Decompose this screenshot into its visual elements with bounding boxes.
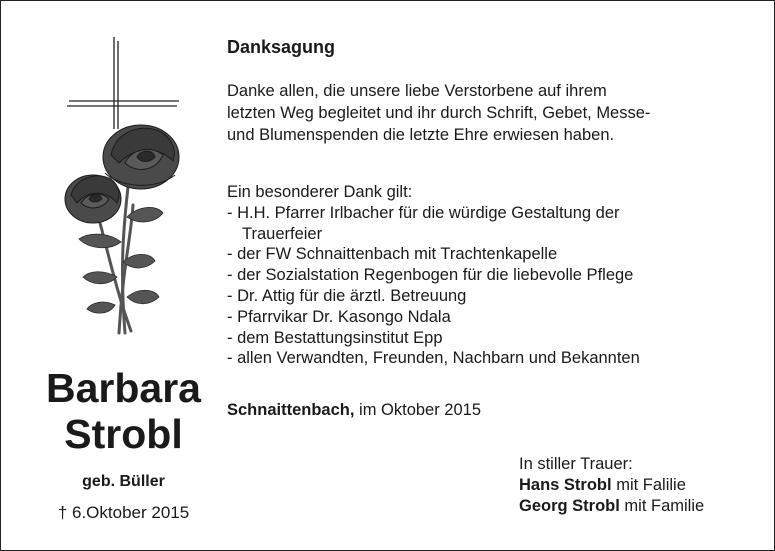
thanks-item: - der Sozialstation Regenbogen für die liebevolle Pflege	[227, 266, 634, 285]
thanks-item: - Dr. Attig für die ärztl. Betreuung	[227, 286, 467, 305]
thanks-section	[227, 182, 757, 369]
thanks-intro: Ein besonderer Dank gilt:	[227, 183, 413, 201]
place-date	[227, 401, 481, 420]
thanks-item: - Pfarrvikar Dr. Kasongo Ndala	[227, 307, 451, 326]
death-date: † 6.Oktober 2015	[57, 503, 190, 522]
mourner-suffix: mit Falilie	[611, 475, 686, 494]
birth-name: geb. Büller	[82, 473, 165, 490]
intro-line: letzten Weg begleitet und ihr durch Schrift, Gebet, Messe-	[227, 104, 651, 122]
thanks-list	[227, 203, 757, 369]
intro-paragraph	[227, 80, 757, 146]
town: Schnaittenbach,	[227, 401, 355, 419]
thanks-item: - dem Bestattungsinstitut Epp	[227, 328, 443, 347]
thanks-item: - H.H. Pfarrer Irlbacher für die würdige Gestaltung der	[227, 203, 620, 222]
date-text: im Oktober 2015	[354, 401, 482, 419]
mourner-name: Georg Strobl	[519, 496, 620, 515]
thanks-item: - der FW Schnaittenbach mit Trachtenkapelle	[227, 245, 558, 264]
mourners-block	[519, 454, 704, 516]
main-text	[227, 37, 757, 369]
intro-line: und Blumenspenden die letzte Ehre erwiesen haben.	[227, 126, 615, 144]
cross-with-roses-icon	[59, 37, 189, 337]
deceased-block	[21, 365, 226, 523]
mourners-intro: In stiller Trauer:	[519, 455, 633, 473]
mourner-name: Hans Strobl	[519, 475, 612, 494]
deceased-first-name: Barbara	[46, 365, 201, 411]
heading: Danksagung	[227, 37, 336, 57]
mourner-suffix: mit Familie	[619, 496, 705, 515]
thanks-item: Trauerfeier	[242, 224, 323, 243]
mourner-line	[519, 475, 704, 496]
thanks-item: - allen Verwandten, Freunden, Nachbarn und Bekannten	[227, 349, 640, 368]
deceased-last-name: Strobl	[64, 411, 183, 457]
mourner-line	[519, 496, 704, 517]
intro-line: Danke allen, die unsere liebe Verstorbene auf ihrem	[227, 82, 607, 100]
